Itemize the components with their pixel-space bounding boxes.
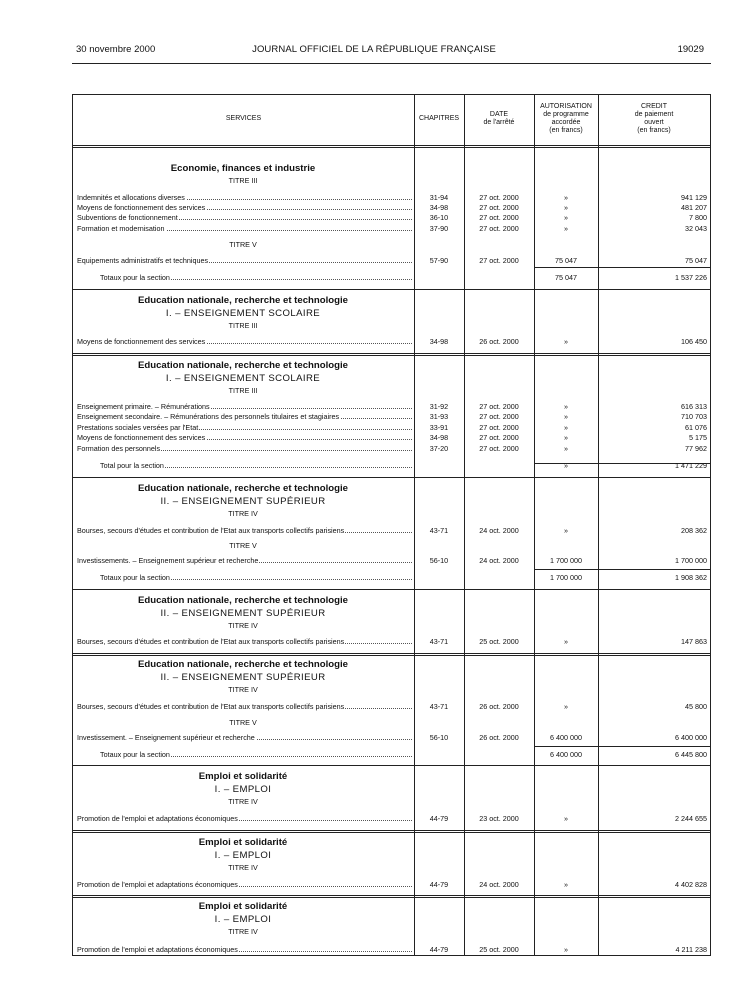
section-titre: TITRE IV: [228, 927, 258, 936]
section-heading: [72, 770, 414, 808]
row-date: 24 oct. 2000: [479, 880, 519, 889]
table-row-total: [72, 749, 711, 760]
row-credit: 75 047: [685, 256, 707, 265]
row-credit: 147 863: [681, 637, 707, 646]
row-date: 27 oct. 2000: [479, 193, 519, 202]
section-division: II. – ENSEIGNEMENT SUPÉRIEUR: [160, 496, 326, 507]
row-label: Moyens de fonctionnement des services: [77, 337, 206, 346]
header-rule: [72, 63, 711, 64]
section-ministry: Economie, finances et industrie: [170, 163, 316, 174]
row-credit: 6 445 800: [675, 750, 707, 759]
section-titre: TITRE IV: [228, 509, 258, 518]
col-header-autorisation: [534, 103, 598, 135]
table-row: [72, 255, 711, 266]
row-date: 27 oct. 2000: [479, 256, 519, 265]
row-autorisation: »: [564, 402, 568, 411]
row-credit: 7 800: [689, 213, 707, 222]
row-chapitre: 44-79: [429, 814, 449, 823]
section-division: I. – EMPLOI: [214, 850, 272, 861]
section-division: I. – EMPLOI: [214, 784, 272, 795]
row-chapitre: 37-90: [429, 224, 449, 233]
row-chapitre: 57-90: [429, 256, 449, 265]
section-ministry: Education nationale, recherche et technologie: [137, 295, 349, 306]
row-credit: 6 400 000: [675, 733, 707, 742]
row-label: Bourses, secours d'études et contribution de l'Etat aux transports collectifs parisiens: [77, 637, 345, 646]
table-row-total: [72, 272, 711, 283]
row-chapitre: 37-20: [429, 444, 449, 453]
row-chapitre: 34-98: [429, 433, 449, 442]
row-chapitre: 33-91: [429, 423, 449, 432]
row-date: 27 oct. 2000: [479, 203, 519, 212]
col-header-auto-l1: AUTORISATION: [540, 103, 592, 110]
row-date: 27 oct. 2000: [479, 444, 519, 453]
section-separator-double: [72, 832, 711, 833]
table-row: [72, 813, 711, 824]
row-credit: 32 043: [685, 224, 707, 233]
row-label: Totaux pour la section: [100, 750, 170, 759]
row-label: Bourses, secours d'études et contribution de l'Etat aux transports collectifs parisiens: [77, 702, 345, 711]
row-date: 27 oct. 2000: [479, 412, 519, 421]
section-heading: [72, 900, 414, 938]
section-titre: TITRE III: [228, 176, 258, 185]
row-label: Moyens de fonctionnement des services: [77, 203, 206, 212]
header-row-rule-double: [73, 147, 710, 148]
row-date: 27 oct. 2000: [479, 224, 519, 233]
table-row: [72, 525, 711, 536]
section-ministry: Emploi et solidarité: [198, 901, 288, 912]
section-ministry: Education nationale, recherche et technologie: [137, 659, 349, 670]
row-date: 26 oct. 2000: [479, 337, 519, 346]
section-ministry: Education nationale, recherche et technologie: [137, 483, 349, 494]
section-separator: [72, 830, 711, 831]
section-ministry: Emploi et solidarité: [198, 837, 288, 848]
row-date: 24 oct. 2000: [479, 556, 519, 565]
row-chapitre: 36-10: [429, 213, 449, 222]
row-credit: 1 700 000: [675, 556, 707, 565]
row-chapitre: 43-71: [429, 702, 449, 711]
row-chapitre: 43-71: [429, 637, 449, 646]
section-titre: TITRE III: [228, 321, 258, 330]
row-credit: 77 962: [685, 444, 707, 453]
row-autorisation: 6 400 000: [550, 750, 582, 759]
row-autorisation: 1 700 000: [550, 556, 582, 565]
col-header-date-l2: de l'arrêté: [483, 119, 515, 126]
section-separator: [72, 477, 711, 478]
row-autorisation: »: [564, 461, 568, 470]
row-label: Promotion de l'emploi et adaptations économiques: [77, 945, 238, 954]
row-autorisation: »: [564, 637, 568, 646]
row-credit: 1 537 226: [675, 273, 707, 282]
section-separator-double: [72, 355, 711, 356]
col-header-cred-l4: (en francs): [637, 127, 671, 134]
row-label: Formation des personnels: [77, 444, 161, 453]
section-separator-double: [72, 655, 711, 656]
row-credit: 4 402 828: [675, 880, 707, 889]
row-credit: 2 244 655: [675, 814, 707, 823]
row-autorisation: »: [564, 444, 568, 453]
row-label: Investissements. – Enseignement supérieur et recherche: [77, 556, 259, 565]
row-credit: 1 471 229: [675, 461, 707, 470]
section-separator: [72, 895, 711, 896]
row-chapitre: 56-10: [429, 733, 449, 742]
row-label: Total pour la section: [100, 461, 164, 470]
row-credit: 1 908 362: [675, 573, 707, 582]
row-label: Moyens de fonctionnement des services: [77, 433, 206, 442]
table-row: [72, 411, 711, 422]
row-credit: 208 362: [681, 526, 707, 535]
row-date: 25 oct. 2000: [479, 637, 519, 646]
section-division: I. – ENSEIGNEMENT SCOLAIRE: [165, 373, 321, 384]
table-row: [72, 701, 711, 712]
row-label: Promotion de l'emploi et adaptations économiques: [77, 814, 238, 823]
row-chapitre: 34-98: [429, 337, 449, 346]
row-credit: 616 313: [681, 402, 707, 411]
col-header-auto-l2: de programme: [543, 111, 589, 118]
col-header-auto-l4: (en francs): [549, 127, 583, 134]
col-header-cred-l3: ouvert: [644, 119, 664, 126]
row-autorisation: »: [564, 213, 568, 222]
row-label: Subventions de fonctionnement: [77, 213, 178, 222]
section-separator: [72, 589, 711, 590]
col-header-cred-l1: CREDIT: [640, 103, 668, 110]
section-subtitre: TITRE V: [229, 541, 257, 550]
row-credit: 4 211 238: [675, 945, 707, 954]
row-label: Enseignement secondaire. – Rémunérations des personnels titulaires et stagiaires: [77, 412, 340, 421]
col-header-auto-l3: accordée: [551, 119, 581, 126]
row-autorisation: »: [564, 193, 568, 202]
row-label: Promotion de l'emploi et adaptations économiques: [77, 880, 238, 889]
section-heading: [72, 162, 414, 187]
row-date: 27 oct. 2000: [479, 213, 519, 222]
row-credit: 61 076: [685, 423, 707, 432]
section-division: II. – ENSEIGNEMENT SUPÉRIEUR: [160, 608, 326, 619]
col-header-date-l1: DATE: [489, 111, 509, 118]
col-header-cred-l2: de paiement: [634, 111, 674, 118]
row-autorisation: »: [564, 526, 568, 535]
section-titre: TITRE IV: [228, 863, 258, 872]
row-date: 24 oct. 2000: [479, 526, 519, 535]
table-row: [72, 555, 711, 566]
row-label: Formation et modernisation: [77, 224, 165, 233]
row-chapitre: 31-92: [429, 402, 449, 411]
row-date: 23 oct. 2000: [479, 814, 519, 823]
section-subtitre: TITRE V: [229, 718, 257, 727]
row-autorisation: 6 400 000: [550, 733, 582, 742]
row-date: 26 oct. 2000: [479, 733, 519, 742]
row-label: Bourses, secours d'études et contribution de l'Etat aux transports collectifs parisiens: [77, 526, 345, 535]
section-separator: [72, 289, 711, 290]
row-label: Enseignement primaire. – Rémunérations: [77, 402, 210, 411]
row-autorisation: »: [564, 412, 568, 421]
row-date: 27 oct. 2000: [479, 433, 519, 442]
table-row-total: [72, 572, 711, 583]
section-division: II. – ENSEIGNEMENT SUPÉRIEUR: [160, 672, 326, 683]
section-heading: [72, 594, 414, 632]
section-titre: TITRE IV: [228, 797, 258, 806]
row-date: 27 oct. 2000: [479, 423, 519, 432]
row-label: Totaux pour la section: [100, 273, 170, 282]
row-autorisation: 1 700 000: [550, 573, 582, 582]
col-header-chapitres: CHAPITRES: [418, 115, 460, 122]
section-separator-double: [72, 897, 711, 898]
section-ministry: Education nationale, recherche et technologie: [137, 595, 349, 606]
table-row-total: [72, 460, 711, 471]
row-label: Investissement. – Enseignement supérieur et recherche: [77, 733, 255, 742]
row-autorisation: »: [564, 433, 568, 442]
row-autorisation: »: [564, 814, 568, 823]
section-titre: TITRE IV: [228, 685, 258, 694]
row-chapitre: 31-93: [429, 412, 449, 421]
row-chapitre: 31-94: [429, 193, 449, 202]
row-date: 27 oct. 2000: [479, 402, 519, 411]
row-autorisation: »: [564, 880, 568, 889]
section-titre: TITRE IV: [228, 621, 258, 630]
row-autorisation: »: [564, 337, 568, 346]
header-row-rule: [73, 145, 710, 146]
total-rule: [534, 569, 711, 570]
row-chapitre: 56-10: [429, 556, 449, 565]
section-separator: [72, 653, 711, 654]
row-autorisation: »: [564, 945, 568, 954]
table-row: [72, 879, 711, 890]
page-number: 19029: [677, 44, 704, 55]
row-credit: 710 703: [681, 412, 707, 421]
section-heading: [72, 294, 414, 332]
row-credit: 941 129: [681, 193, 707, 202]
total-rule: [534, 267, 711, 268]
section-heading: [72, 359, 414, 397]
col-header-date: [464, 111, 534, 127]
row-credit: 106 450: [681, 337, 707, 346]
row-autorisation: 75 047: [555, 273, 577, 282]
row-autorisation: »: [564, 423, 568, 432]
row-autorisation: 75 047: [555, 256, 577, 265]
row-label: Indemnités et allocations diverses: [77, 193, 185, 202]
row-chapitre: 43-71: [429, 526, 449, 535]
row-label: Totaux pour la section: [100, 573, 170, 582]
row-chapitre: 44-79: [429, 945, 449, 954]
table-row: [72, 223, 711, 234]
section-heading: [72, 658, 414, 696]
row-credit: 5 175: [689, 433, 707, 442]
row-label: Prestations sociales versées par l'Etat: [77, 423, 199, 432]
section-titre: TITRE III: [228, 386, 258, 395]
row-autorisation: »: [564, 203, 568, 212]
table-row: [72, 212, 711, 223]
table-row: [72, 732, 711, 743]
row-label: Equipements administratifs et techniques: [77, 256, 209, 265]
table-row: [72, 944, 711, 955]
row-autorisation: »: [564, 224, 568, 233]
section-ministry: Emploi et solidarité: [198, 771, 288, 782]
total-rule: [534, 746, 711, 747]
row-date: 25 oct. 2000: [479, 945, 519, 954]
table-row: [72, 443, 711, 454]
page-date: 30 novembre 2000: [76, 44, 156, 55]
table-row: [72, 432, 711, 443]
section-separator: [72, 765, 711, 766]
section-heading: [72, 836, 414, 874]
section-division: I. – EMPLOI: [214, 914, 272, 925]
table-row: [72, 636, 711, 647]
journal-title: JOURNAL OFFICIEL DE LA RÉPUBLIQUE FRANÇAISE: [252, 44, 496, 55]
section-subtitre: TITRE V: [229, 240, 257, 249]
row-autorisation: »: [564, 702, 568, 711]
col-header-services: SERVICES: [225, 115, 262, 122]
table-row: [72, 336, 711, 347]
row-credit: 45 800: [685, 702, 707, 711]
section-heading: [72, 482, 414, 520]
row-date: 26 oct. 2000: [479, 702, 519, 711]
section-ministry: Education nationale, recherche et technologie: [137, 360, 349, 371]
row-chapitre: 34-98: [429, 203, 449, 212]
col-header-credit: [598, 103, 710, 135]
row-credit: 481 207: [681, 203, 707, 212]
section-division: I. – ENSEIGNEMENT SCOLAIRE: [165, 308, 321, 319]
row-chapitre: 44-79: [429, 880, 449, 889]
section-separator: [72, 353, 711, 354]
